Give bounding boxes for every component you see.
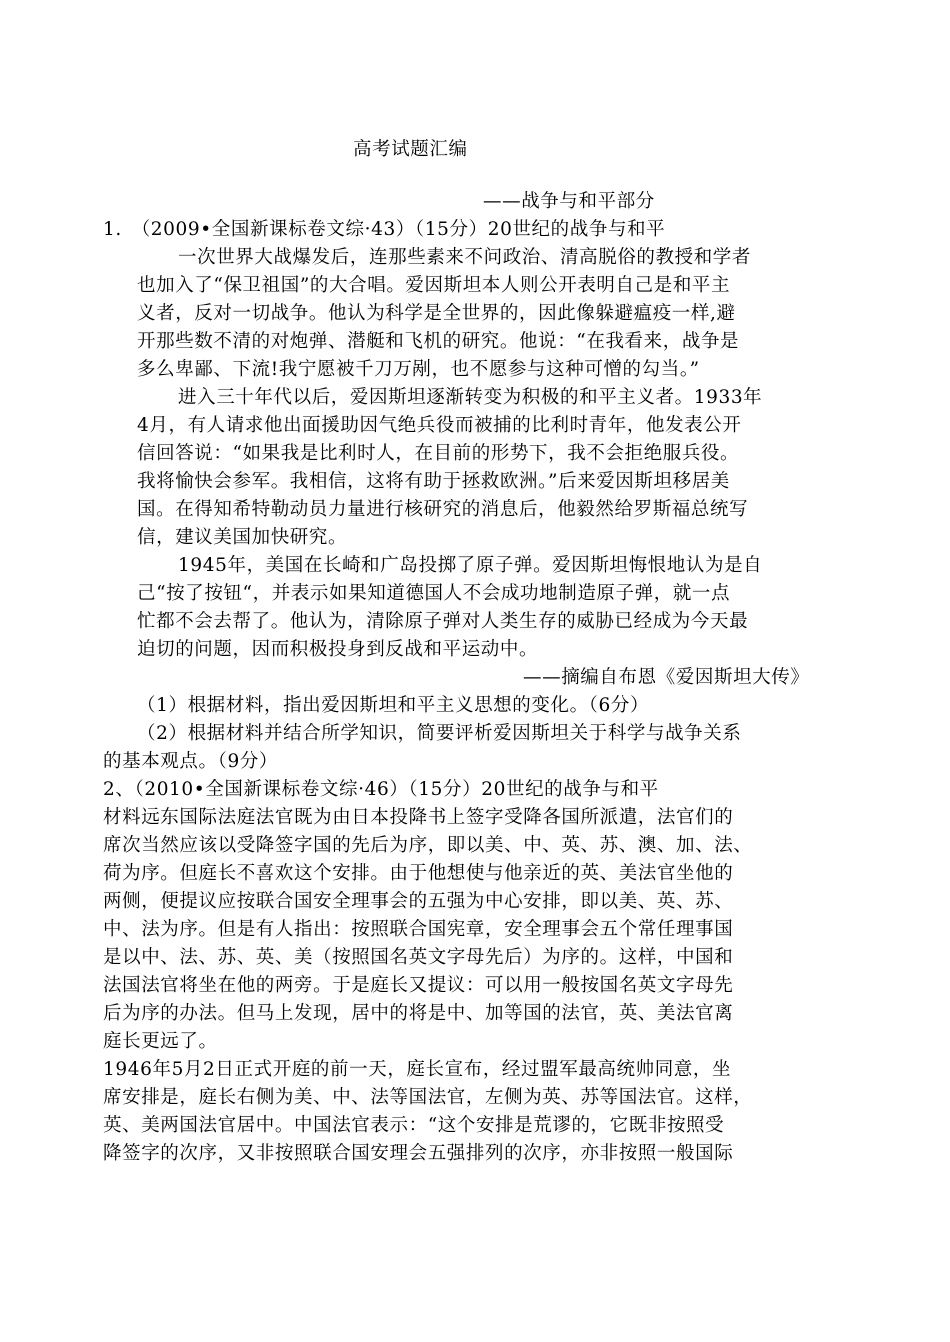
- question-2-paragraph-line: 英、美两国法官居中。中国法官表示：“这个安排是荒谬的，它既非按照受: [103, 1115, 725, 1136]
- question-1-paragraph-line: 国。在得知希特勒动员力量进行核研究的消息后，他毅然给罗斯福总统写: [137, 499, 749, 520]
- question-2-paragraph-line: 席次当然应该以受降签字国的先后为序，即以美、中、英、苏、澳、加、法、: [103, 835, 753, 856]
- question-2-paragraph-line: 两侧，便提议应按联合国安全理事会的五强为中心安排，即以美、英、苏、: [103, 891, 734, 912]
- question-1-paragraph-line: 信，建议美国加快研究。: [137, 527, 348, 548]
- question-1-source: ——摘编自布恩《爱因斯坦大传》: [523, 667, 810, 688]
- question-1-paragraph-line: 进入三十年代以后，爱因斯坦逐渐转变为积极的和平主义者。1933年: [178, 387, 763, 408]
- question-1-paragraph-line: 己“按了按钮“，并表示如果知道德国人不会成功地制造原子弹，就一点: [137, 583, 731, 604]
- question-1-subquestion-2: 的基本观点。（9分）: [103, 751, 279, 772]
- question-2-heading: 2、（2010•全国新课标卷文综·46）（15分）20世纪的战争与和平: [103, 779, 659, 800]
- question-1-subquestion-1: （1）根据材料，指出爱因斯坦和平主义思想的变化。（6分）: [137, 695, 650, 716]
- question-2-paragraph-line: 后为序的办法。但马上发现，居中的将是中、加等国的法官，英、美法官离: [103, 1003, 734, 1024]
- question-2-paragraph-line: 席安排是，庭长右侧为美、中、法等国法官，左侧为英、苏等国法官。这样，: [103, 1087, 753, 1108]
- question-2-paragraph-line: 是以中、法、苏、英、美（按照国名英文字母先后）为序的。这样，中国和: [103, 947, 734, 968]
- question-1-heading: 1. （2009•全国新课标卷文综·43）（15分）20世纪的战争与和平: [103, 219, 666, 240]
- document-subtitle: ——战争与和平部分: [483, 191, 655, 212]
- question-1-paragraph-line: 义者，反对一切战争。他认为科学是全世界的，因此像躲避瘟疫一样,避: [137, 303, 736, 324]
- question-1-paragraph-line: 开那些数不清的对炮弹、潜艇和飞机的研究。他说：“在我看来，战争是: [137, 331, 740, 352]
- question-1-paragraph-line: 4月，有人请求他出面援助因气绝兵役而被捕的比利时青年，他发表公开: [137, 415, 742, 436]
- question-2-paragraph-line: 法国法官将坐在他的两旁。于是庭长又提议：可以用一般按国名英文字母先: [103, 975, 734, 996]
- question-1-paragraph-line: 信回答说：“如果我是比利时人，在目前的形势下，我不会拒绝服兵役。: [137, 443, 740, 464]
- question-2-paragraph-line: 材料远东国际法庭法官既为由日本投降书上签字受降各国所派遣，法官们的: [103, 807, 734, 828]
- question-1-paragraph-line: 一次世界大战爆发后，连那些素来不问政治、清高脱俗的教授和学者: [178, 247, 752, 268]
- question-1-subquestion-2: （2）根据材料并结合所学知识，简要评析爱因斯坦关于科学与战争关系: [137, 723, 742, 744]
- document-title: 高考试题汇编: [353, 139, 468, 160]
- question-2-paragraph-line: 1946年5月2日正式开庭的前一天，庭长宣布，经过盟军最高统帅同意，坐: [103, 1059, 732, 1080]
- question-1-paragraph-line: 1945年，美国在长崎和广岛投掷了原子弹。爱因斯坦悔恨地认为是自: [178, 555, 763, 576]
- question-2-paragraph-line: 荷为序。但庭长不喜欢这个安排。由于他想使与他亲近的英、美法官坐他的: [103, 863, 734, 884]
- question-1-paragraph-line: 也加入了“保卫祖国”的大合唱。爱因斯坦本人则公开表明自己是和平主: [137, 275, 731, 296]
- question-1-paragraph-line: 迫切的问题，因而积极投身到反战和平运动中。: [137, 639, 539, 660]
- question-2-paragraph-line: 降签字的次序，又非按照联合国安理会五强排列的次序，亦非按照一般国际: [103, 1143, 734, 1164]
- question-2-paragraph-line: 中、法为序。但是有人指出：按照联合国宪章，安全理事会五个常任理事国: [103, 919, 734, 940]
- question-1-paragraph-line: 多么卑鄙、下流!我宁愿被千刀万剐，也不愿参与这种可憎的勾当。”: [137, 359, 700, 380]
- question-1-paragraph-line: 忙都不会去帮了。他认为，清除原子弹对人类生存的威胁已经成为今天最: [137, 611, 749, 632]
- question-2-paragraph-line: 庭长更远了。: [103, 1031, 218, 1052]
- question-1-paragraph-line: 我将愉快会参军。我相信，这将有助于拯救欧洲。”后来爱因斯坦移居美: [137, 471, 730, 492]
